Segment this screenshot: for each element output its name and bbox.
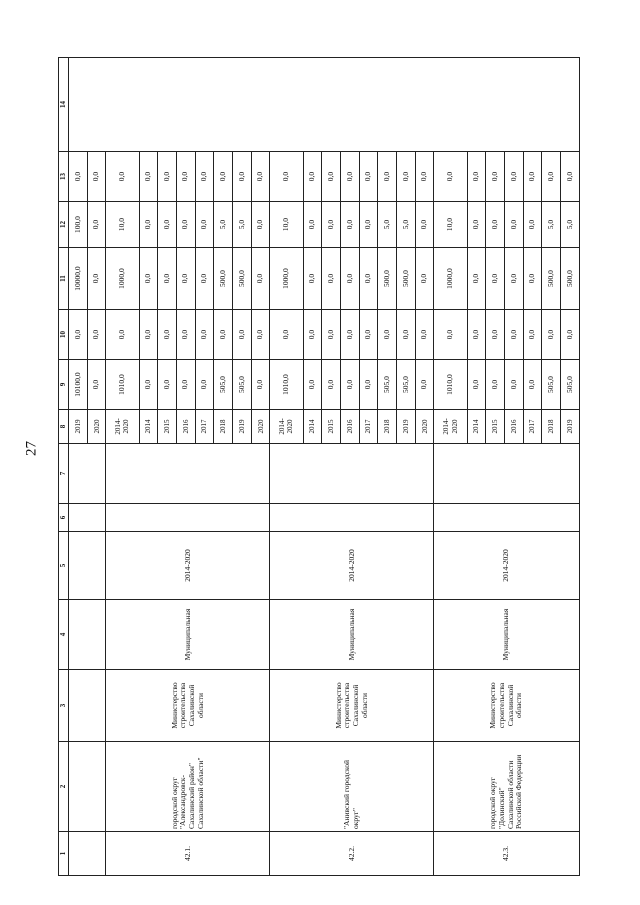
federal-cell: 0,0 [504, 310, 523, 360]
regional-cell: 0,0 [176, 248, 195, 310]
total-cell: 505,0 [561, 360, 580, 410]
other-cell: 0,0 [434, 152, 467, 202]
federal-cell: 0,0 [303, 310, 322, 360]
total-cell: 0,0 [139, 360, 158, 410]
federal-cell: 0,0 [542, 310, 561, 360]
year-cell: 2017 [195, 410, 214, 444]
local-cell: 100,0 [69, 202, 88, 248]
col-num: 2 [59, 742, 69, 832]
municipality-name: городской округ "Александровск-Сахалинский район" Сахалинской области" [106, 742, 270, 832]
federal-cell: 0,0 [340, 310, 359, 360]
local-cell: 0,0 [340, 202, 359, 248]
col-num: 9 [59, 360, 69, 410]
federal-cell: 0,0 [359, 310, 378, 360]
other-cell: 0,0 [359, 152, 378, 202]
federal-cell: 0,0 [523, 310, 542, 360]
local-cell: 5,0 [378, 202, 397, 248]
regional-cell: 1000,0 [106, 248, 139, 310]
total-cell: 0,0 [359, 360, 378, 410]
other-cell: 0,0 [486, 152, 505, 202]
regional-cell: 500,0 [542, 248, 561, 310]
regional-cell: 0,0 [504, 248, 523, 310]
executor-name: Министерство строительства Сахалинской области [270, 670, 434, 742]
federal-cell: 0,0 [270, 310, 303, 360]
program-type: Муниципальная [106, 600, 270, 670]
regional-cell: 0,0 [486, 248, 505, 310]
col-num: 10 [59, 310, 69, 360]
other-cell: 0,0 [270, 152, 303, 202]
year-cell: 2019 [69, 410, 88, 444]
year-cell: 2019 [561, 410, 580, 444]
regional-cell: 0,0 [322, 248, 341, 310]
federal-cell: 0,0 [378, 310, 397, 360]
local-cell: 5,0 [233, 202, 252, 248]
other-cell: 0,0 [139, 152, 158, 202]
year-cell: 2014-2020 [106, 410, 139, 444]
year-cell: 2019 [397, 410, 416, 444]
local-cell: 0,0 [195, 202, 214, 248]
regional-cell: 0,0 [87, 248, 106, 310]
other-cell: 0,0 [195, 152, 214, 202]
col-num: 3 [59, 670, 69, 742]
local-cell: 10,0 [106, 202, 139, 248]
empty-cell [106, 444, 270, 504]
year-cell: 2014 [303, 410, 322, 444]
other-cell: 0,0 [176, 152, 195, 202]
empty-cell [69, 504, 106, 532]
year-cell: 2017 [523, 410, 542, 444]
local-cell: 0,0 [251, 202, 270, 248]
other-cell: 0,0 [415, 152, 434, 202]
col-num: 7 [59, 444, 69, 504]
regional-cell: 0,0 [523, 248, 542, 310]
empty-cell [69, 670, 106, 742]
other-cell: 0,0 [467, 152, 486, 202]
page-number: 27 [23, 441, 40, 456]
total-cell: 0,0 [176, 360, 195, 410]
other-cell: 0,0 [340, 152, 359, 202]
regional-cell: 1000,0 [270, 248, 303, 310]
federal-cell: 0,0 [322, 310, 341, 360]
total-cell: 1010,0 [434, 360, 467, 410]
regional-cell: 500,0 [233, 248, 252, 310]
regional-cell: 1000,0 [434, 248, 467, 310]
other-cell: 0,0 [214, 152, 233, 202]
local-cell: 0,0 [504, 202, 523, 248]
rotated-table-container [58, 58, 580, 876]
federal-cell: 0,0 [214, 310, 233, 360]
regional-cell: 10000,0 [69, 248, 88, 310]
local-cell: 10,0 [270, 202, 303, 248]
regional-cell: 0,0 [303, 248, 322, 310]
total-cell: 505,0 [214, 360, 233, 410]
program-period: 2014-2020 [434, 532, 580, 600]
total-cell: 0,0 [303, 360, 322, 410]
local-cell: 0,0 [523, 202, 542, 248]
other-cell: 0,0 [158, 152, 177, 202]
col-num: 13 [59, 152, 69, 202]
other-cell: 0,0 [106, 152, 139, 202]
federal-cell: 0,0 [139, 310, 158, 360]
other-cell: 0,0 [233, 152, 252, 202]
col-num: 8 [59, 410, 69, 444]
total-cell: 505,0 [378, 360, 397, 410]
year-cell: 2015 [486, 410, 505, 444]
other-cell: 0,0 [561, 152, 580, 202]
federal-cell: 0,0 [415, 310, 434, 360]
regional-cell: 0,0 [195, 248, 214, 310]
local-cell: 0,0 [158, 202, 177, 248]
table-row [270, 58, 303, 876]
program-period: 2014-2020 [106, 532, 270, 600]
program-type: Муниципальная [270, 600, 434, 670]
other-cell: 0,0 [378, 152, 397, 202]
federal-cell: 0,0 [69, 310, 88, 360]
total-cell: 0,0 [87, 360, 106, 410]
note-cell [69, 58, 580, 152]
year-cell: 2016 [504, 410, 523, 444]
year-cell: 2016 [176, 410, 195, 444]
municipality-name: городской округ "Долинский" Сахалинской области Российской Федерации [434, 742, 580, 832]
federal-cell: 0,0 [486, 310, 505, 360]
empty-cell [69, 742, 106, 832]
empty-cell [434, 444, 580, 504]
federal-cell: 0,0 [195, 310, 214, 360]
col-num: 5 [59, 532, 69, 600]
other-cell: 0,0 [87, 152, 106, 202]
column-number-row [59, 58, 69, 876]
regional-cell: 0,0 [415, 248, 434, 310]
total-cell: 0,0 [340, 360, 359, 410]
total-cell: 0,0 [415, 360, 434, 410]
budget-table [58, 57, 580, 876]
total-cell: 0,0 [486, 360, 505, 410]
program-type: Муниципальная [434, 600, 580, 670]
total-cell: 0,0 [195, 360, 214, 410]
local-cell: 0,0 [486, 202, 505, 248]
total-cell: 0,0 [504, 360, 523, 410]
total-cell: 505,0 [233, 360, 252, 410]
year-cell: 2020 [87, 410, 106, 444]
total-cell: 10100,0 [69, 360, 88, 410]
year-cell: 2015 [322, 410, 341, 444]
year-cell: 2018 [542, 410, 561, 444]
section-number: 42.3. [434, 832, 580, 876]
federal-cell: 0,0 [397, 310, 416, 360]
total-cell: 0,0 [322, 360, 341, 410]
regional-cell: 0,0 [158, 248, 177, 310]
total-cell: 1010,0 [106, 360, 139, 410]
col-num: 4 [59, 600, 69, 670]
year-cell: 2018 [214, 410, 233, 444]
empty-cell [434, 504, 580, 532]
table-row [434, 58, 467, 876]
col-num: 12 [59, 202, 69, 248]
year-cell: 2018 [378, 410, 397, 444]
total-cell: 0,0 [467, 360, 486, 410]
local-cell: 5,0 [561, 202, 580, 248]
regional-cell: 500,0 [214, 248, 233, 310]
empty-cell [69, 832, 106, 876]
other-cell: 0,0 [542, 152, 561, 202]
executor-name: Министерство строительства Сахалинской области [106, 670, 270, 742]
year-cell: 2014 [139, 410, 158, 444]
year-cell: 2015 [158, 410, 177, 444]
section-number: 42.1. [106, 832, 270, 876]
local-cell: 0,0 [87, 202, 106, 248]
empty-cell [270, 444, 434, 504]
regional-cell: 500,0 [561, 248, 580, 310]
col-num: 11 [59, 248, 69, 310]
table-row [106, 58, 139, 876]
local-cell: 0,0 [415, 202, 434, 248]
year-cell: 2020 [415, 410, 434, 444]
local-cell: 0,0 [359, 202, 378, 248]
year-cell: 2014-2020 [434, 410, 467, 444]
federal-cell: 0,0 [233, 310, 252, 360]
federal-cell: 0,0 [561, 310, 580, 360]
year-cell: 2020 [251, 410, 270, 444]
col-num: 1 [59, 832, 69, 876]
executor-name: Министерство строительства Сахалинской области [434, 670, 580, 742]
regional-cell: 0,0 [340, 248, 359, 310]
total-cell: 1010,0 [270, 360, 303, 410]
local-cell: 5,0 [214, 202, 233, 248]
empty-cell [69, 532, 106, 600]
total-cell: 0,0 [523, 360, 542, 410]
other-cell: 0,0 [322, 152, 341, 202]
federal-cell: 0,0 [87, 310, 106, 360]
empty-cell [69, 600, 106, 670]
other-cell: 0,0 [523, 152, 542, 202]
regional-cell: 0,0 [359, 248, 378, 310]
local-cell: 10,0 [434, 202, 467, 248]
empty-cell [69, 444, 106, 504]
other-cell: 0,0 [303, 152, 322, 202]
other-cell: 0,0 [504, 152, 523, 202]
table-row [69, 58, 88, 876]
total-cell: 0,0 [158, 360, 177, 410]
municipality-name: "Анивский городской округ" [270, 742, 434, 832]
total-cell: 505,0 [397, 360, 416, 410]
regional-cell: 0,0 [251, 248, 270, 310]
local-cell: 0,0 [322, 202, 341, 248]
federal-cell: 0,0 [434, 310, 467, 360]
regional-cell: 500,0 [378, 248, 397, 310]
section-number: 42.2. [270, 832, 434, 876]
year-cell: 2019 [233, 410, 252, 444]
federal-cell: 0,0 [158, 310, 177, 360]
col-num: 14 [59, 58, 69, 152]
federal-cell: 0,0 [251, 310, 270, 360]
federal-cell: 0,0 [106, 310, 139, 360]
year-cell: 2016 [340, 410, 359, 444]
local-cell: 0,0 [176, 202, 195, 248]
year-cell: 2017 [359, 410, 378, 444]
regional-cell: 0,0 [467, 248, 486, 310]
col-num: 6 [59, 504, 69, 532]
program-period: 2014-2020 [270, 532, 434, 600]
regional-cell: 500,0 [397, 248, 416, 310]
total-cell: 0,0 [251, 360, 270, 410]
total-cell: 505,0 [542, 360, 561, 410]
federal-cell: 0,0 [467, 310, 486, 360]
other-cell: 0,0 [251, 152, 270, 202]
local-cell: 5,0 [542, 202, 561, 248]
other-cell: 0,0 [397, 152, 416, 202]
local-cell: 0,0 [467, 202, 486, 248]
local-cell: 5,0 [397, 202, 416, 248]
regional-cell: 0,0 [139, 248, 158, 310]
year-cell: 2014 [467, 410, 486, 444]
federal-cell: 0,0 [176, 310, 195, 360]
empty-cell [106, 504, 270, 532]
other-cell: 0,0 [69, 152, 88, 202]
local-cell: 0,0 [303, 202, 322, 248]
year-cell: 2014-2020 [270, 410, 303, 444]
empty-cell [270, 504, 434, 532]
local-cell: 0,0 [139, 202, 158, 248]
